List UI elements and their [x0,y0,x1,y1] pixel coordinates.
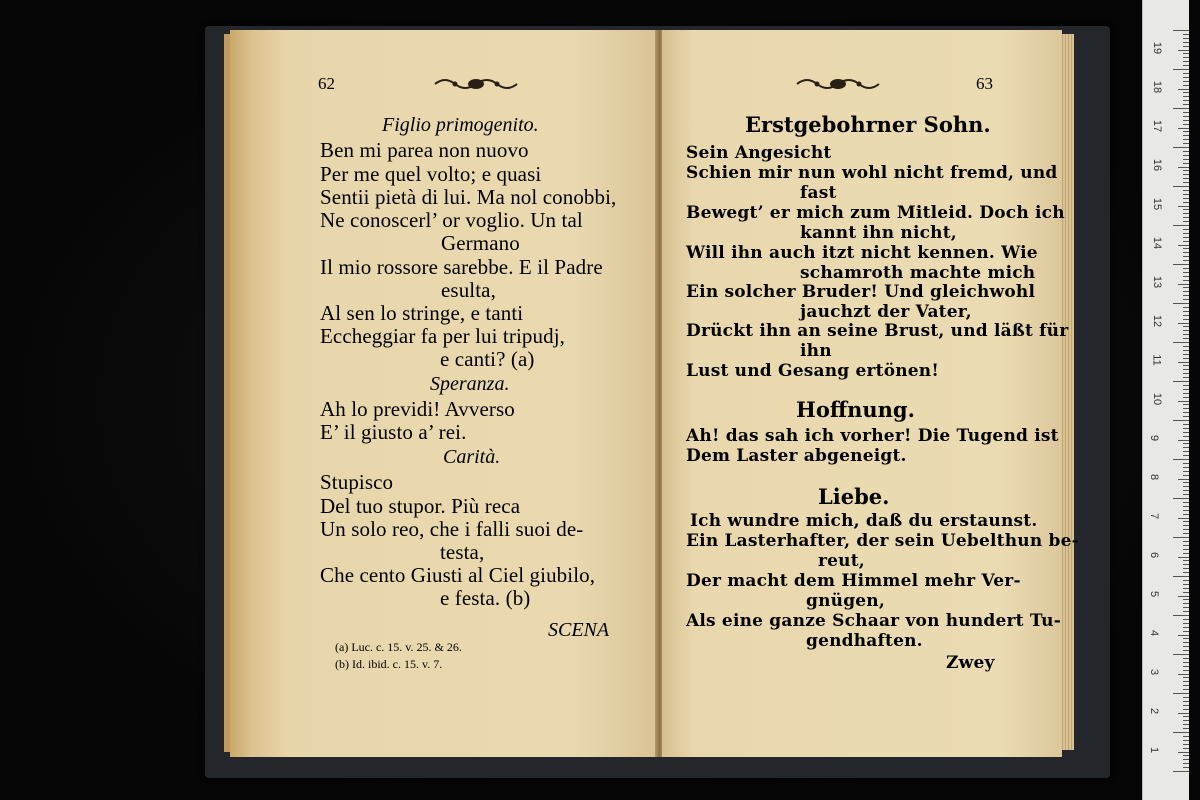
ruler-tick [1183,190,1189,191]
ruler-tick [1183,584,1189,585]
ornament-icon [433,74,519,94]
ruler-tick [1178,245,1189,246]
ruler-tick [1183,697,1189,698]
speaker-heading: Erstgebohrner Sohn. [745,112,991,137]
ruler-tick [1183,424,1189,425]
ruler-tick [1183,350,1189,351]
ruler-label: 1 [1148,746,1161,754]
ruler-tick [1183,295,1189,296]
ruler-tick [1183,237,1189,238]
ruler-tick [1183,252,1189,253]
ruler-tick [1183,77,1189,78]
ruler-tick [1183,217,1189,218]
ruler-tick [1183,705,1189,706]
ruler-label: 15 [1151,197,1164,211]
ruler-tick [1173,108,1189,109]
ruler-tick [1183,471,1189,472]
ruler-label: 4 [1148,629,1161,637]
ruler-tick [1183,475,1189,476]
ruler-tick [1183,326,1189,327]
ruler-tick [1183,759,1189,760]
verse-line: gnügen, [806,591,885,611]
ruler-tick [1178,518,1189,519]
ruler-tick [1178,479,1189,480]
verse-line: ihn [800,341,832,361]
ruler-label: 6 [1148,551,1161,559]
verse-line: Dem Laster abgeneigt. [686,446,907,466]
ruler-tick [1183,670,1189,671]
ruler-tick [1183,174,1189,175]
ruler-tick [1183,221,1189,222]
ruler-tick [1183,233,1189,234]
ruler-tick [1183,494,1189,495]
ruler-tick [1183,510,1189,511]
ruler-tick [1183,42,1189,43]
ruler-tick [1183,436,1189,437]
ruler-tick [1183,159,1189,160]
ruler-tick [1183,638,1189,639]
ruler-tick [1183,514,1189,515]
verse-line: fast [800,183,837,203]
ruler-tick [1183,728,1189,729]
verse-line: Will ihn auch itzt nicht kennen. Wie [686,243,1038,263]
ruler-tick [1183,346,1189,347]
ruler-tick [1183,73,1189,74]
verse-line: Ben mi parea non nuovo [320,138,529,162]
ruler-tick [1183,139,1189,140]
ruler-tick [1183,451,1189,452]
ruler-tick [1183,416,1189,417]
ruler-tick [1178,674,1189,675]
ruler-tick [1183,677,1189,678]
ruler-tick [1183,432,1189,433]
ruler-label: 14 [1151,236,1164,250]
ruler-tick [1183,716,1189,717]
ruler-tick [1178,713,1189,714]
ruler-tick [1183,241,1189,242]
ruler-tick [1183,46,1189,47]
ruler-tick [1173,654,1189,655]
ruler-tick [1183,521,1189,522]
ruler-tick [1183,397,1189,398]
verse-line: Ein Lasterhafter, der sein Uebelthun be- [686,531,1079,551]
ruler-tick [1183,623,1189,624]
ruler-label: 11 [1150,354,1163,366]
verse-line: e festa. (b) [440,586,531,610]
verse-line: kannt ihn nicht, [800,223,957,243]
ruler-tick [1183,572,1189,573]
verse-line: Germano [441,231,520,255]
ruler-tick [1183,116,1189,117]
ruler-tick [1183,588,1189,589]
ruler-tick [1183,627,1189,628]
ruler-tick [1183,280,1189,281]
ruler-tick [1183,155,1189,156]
ruler-tick [1178,284,1189,285]
ruler-tick [1183,299,1189,300]
ruler-tick [1183,564,1189,565]
measuring-ruler [1142,0,1189,800]
verse-line: Bewegt’ er mich zum Mitleid. Doch ich [686,203,1065,223]
ruler-tick [1183,92,1189,93]
ruler-tick [1183,486,1189,487]
ornament-icon [795,74,881,94]
ruler-tick [1183,447,1189,448]
ruler-tick [1183,560,1189,561]
verse-line: gendhaften. [806,631,923,651]
ruler-tick [1183,650,1189,651]
verse-line: Sein Angesicht [686,143,832,163]
verse-line: Der macht dem Himmel mehr Ver- [686,571,1021,591]
ruler-tick [1183,163,1189,164]
ruler-tick [1183,307,1189,308]
ruler-tick [1183,763,1189,764]
ruler-tick [1173,498,1189,499]
ruler-tick [1178,752,1189,753]
verse-line: Ich wundre mich, daß du erstaunst. [690,511,1038,531]
ruler-tick [1183,34,1189,35]
ruler-tick [1183,607,1189,608]
verse-line: reut, [818,551,865,571]
ruler-tick [1173,693,1189,694]
speaker-heading: Carità. [443,446,501,468]
ruler-tick [1173,732,1189,733]
catchword: Zwey [946,653,995,673]
ruler-label: 3 [1148,668,1161,676]
ruler-tick [1183,338,1189,339]
ruler-tick [1183,646,1189,647]
ruler-tick [1183,209,1189,210]
ruler-tick [1183,681,1189,682]
ruler-tick [1183,377,1189,378]
ruler-tick [1183,685,1189,686]
ruler-tick [1178,50,1189,51]
ruler-tick [1183,463,1189,464]
ruler-tick [1183,592,1189,593]
ruler-tick [1183,619,1189,620]
ruler-tick [1183,65,1189,66]
ruler-tick [1173,264,1189,265]
ruler-tick [1183,334,1189,335]
ruler-tick [1183,57,1189,58]
ruler-tick [1173,147,1189,148]
ruler-label: 10 [1151,392,1164,406]
ruler-tick [1183,408,1189,409]
ruler-tick [1183,393,1189,394]
verse-line: Il mio rossore sarebbe. E il Padre [320,255,603,279]
ruler-tick [1183,525,1189,526]
speaker-heading: Speranza. [430,373,510,395]
ruler-tick [1183,81,1189,82]
ruler-tick [1183,131,1189,132]
ruler-tick [1183,455,1189,456]
ruler-tick [1183,256,1189,257]
page-number-left: 62 [318,74,335,93]
ruler-tick [1183,724,1189,725]
verse-line: e canti? (a) [440,347,535,371]
verse-line: Eccheggiar fa per lui tripudj, [320,324,565,348]
ruler-tick [1183,490,1189,491]
ruler-tick [1183,194,1189,195]
speaker-heading: Hoffnung. [796,397,915,422]
ruler-tick [1173,381,1189,382]
ruler-label: 9 [1148,434,1161,442]
ruler-tick [1183,482,1189,483]
ruler-tick [1178,206,1189,207]
ruler-tick [1183,229,1189,230]
ruler-tick [1183,666,1189,667]
ruler-tick [1178,128,1189,129]
ruler-tick [1173,420,1189,421]
speaker-heading: Figlio primogenito. [382,114,539,136]
ruler-tick [1173,342,1189,343]
ruler-tick [1183,260,1189,261]
ruler-tick [1183,213,1189,214]
ruler-tick [1183,545,1189,546]
ruler-tick [1183,124,1189,125]
verse-line: Che cento Giusti al Ciel giubilo, [320,563,596,587]
verse-line: Ah lo previdi! Avverso [320,397,515,421]
ruler-tick [1183,599,1189,600]
ruler-tick [1173,225,1189,226]
ruler-tick [1178,89,1189,90]
speaker-heading: Liebe. [818,484,890,509]
ruler-tick [1183,135,1189,136]
ruler-tick [1183,53,1189,54]
ruler-tick [1183,412,1189,413]
ruler-tick [1183,311,1189,312]
ruler-tick [1173,186,1189,187]
ruler-tick [1183,358,1189,359]
ruler-tick [1173,459,1189,460]
ruler-tick [1183,642,1189,643]
ruler-label: 8 [1148,473,1161,481]
ruler-tick [1173,537,1189,538]
ruler-tick [1183,467,1189,468]
ruler-tick [1183,104,1189,105]
ruler-tick [1183,276,1189,277]
ruler-tick [1183,443,1189,444]
verse-line: Ah! das sah ich vorher! Die Tugend ist [686,426,1059,446]
verse-line: Del tuo stupor. Più reca [320,494,521,518]
ruler-tick [1183,549,1189,550]
ruler-tick [1183,611,1189,612]
ruler-tick [1183,603,1189,604]
ruler-tick [1183,662,1189,663]
ruler-tick [1183,315,1189,316]
footnote: (b) Id. ibid. c. 15. v. 7. [335,657,443,671]
verse-line: testa, [440,540,485,564]
ruler-tick [1183,112,1189,113]
ruler-tick [1183,658,1189,659]
ruler-label: 12 [1151,314,1164,328]
ruler-tick [1183,529,1189,530]
ruler-tick [1183,248,1189,249]
ruler-tick [1183,568,1189,569]
ruler-tick [1178,557,1189,558]
ruler-tick [1178,635,1189,636]
ruler-tick [1173,30,1189,31]
ruler-tick [1183,428,1189,429]
ruler-tick [1183,319,1189,320]
ruler-tick [1183,553,1189,554]
ruler-label: 13 [1151,275,1164,289]
ruler-label: 17 [1151,119,1164,133]
verse-line: Schien mir nun wohl nicht fremd, und [686,163,1058,183]
ruler-tick [1178,401,1189,402]
verse-line: Al sen lo stringe, e tanti [320,301,524,325]
ruler-tick [1183,502,1189,503]
ruler-tick [1183,541,1189,542]
ruler-tick [1183,272,1189,273]
verse-line: schamroth machte mich [800,263,1036,283]
ruler-tick [1178,167,1189,168]
ruler-tick [1178,596,1189,597]
ruler-tick [1183,287,1189,288]
ruler-tick [1183,291,1189,292]
ruler-tick [1183,720,1189,721]
ruler-label: 18 [1151,80,1164,94]
ruler-tick [1183,744,1189,745]
ruler-tick [1173,576,1189,577]
ruler-label: 5 [1148,590,1161,598]
ruler-tick [1183,198,1189,199]
ruler-tick [1183,701,1189,702]
ruler-tick [1183,178,1189,179]
ruler-tick [1183,151,1189,152]
ruler-tick [1183,96,1189,97]
verse-line: E’ il giusto a’ rei. [320,420,467,444]
verse-line: Als eine ganze Schaar von hundert Tu- [686,611,1061,631]
ruler-tick [1173,69,1189,70]
verse-line: Ein solcher Bruder! Und gleichwohl [686,282,1036,302]
ruler-tick [1183,202,1189,203]
ruler-tick [1183,689,1189,690]
ruler-label: 2 [1148,707,1161,715]
ruler-tick [1183,709,1189,710]
ruler-tick [1183,182,1189,183]
ruler-tick [1183,369,1189,370]
ruler-tick [1183,170,1189,171]
verse-line: Un solo reo, che i falli suoi de- [320,517,584,541]
ruler-tick [1183,373,1189,374]
page-number-right: 63 [976,74,993,93]
ruler-tick [1183,85,1189,86]
ruler-tick [1183,404,1189,405]
ruler-tick [1173,771,1189,772]
ruler-tick [1173,303,1189,304]
ruler-tick [1183,389,1189,390]
ruler-tick [1183,268,1189,269]
ruler-tick [1183,38,1189,39]
catchword: SCENA [548,619,610,641]
ruler-label: 7 [1148,512,1161,520]
ruler-tick [1183,631,1189,632]
footnote: (a) Luc. c. 15. v. 25. & 26. [335,640,462,654]
ruler-tick [1183,354,1189,355]
ruler-tick [1183,506,1189,507]
verse-line: Stupisco [320,470,394,494]
ruler-tick [1183,61,1189,62]
verse-line: Ne conoscerl’ or voglio. Un tal [320,208,583,232]
ruler-tick [1173,615,1189,616]
ruler-tick [1183,120,1189,121]
ruler-tick [1183,748,1189,749]
verse-line: Per me quel volto; e quasi [320,162,542,186]
verse-line: Lust und Gesang ertönen! [686,361,940,381]
ruler-tick [1183,533,1189,534]
ruler-tick [1183,767,1189,768]
ruler-tick [1183,755,1189,756]
verse-line: esulta, [441,278,496,302]
ruler-tick [1183,385,1189,386]
ruler-label: 19 [1151,41,1164,55]
ruler-tick [1183,143,1189,144]
ruler-tick [1183,740,1189,741]
ruler-tick [1183,736,1189,737]
ruler-tick [1183,365,1189,366]
ruler-tick [1178,440,1189,441]
ruler-tick [1183,330,1189,331]
ruler-tick [1183,100,1189,101]
ruler-tick [1178,323,1189,324]
page-edge-right [1060,34,1074,750]
ruler-tick [1178,362,1189,363]
verse-line: Drückt ihn an seine Brust, und läßt für [686,321,1069,341]
verse-line: Sentii pietà di lui. Ma nol conobbi, [320,185,617,209]
ruler-label: 16 [1151,158,1164,172]
verse-line: jauchzt der Vater, [800,302,972,322]
ruler-tick [1183,580,1189,581]
